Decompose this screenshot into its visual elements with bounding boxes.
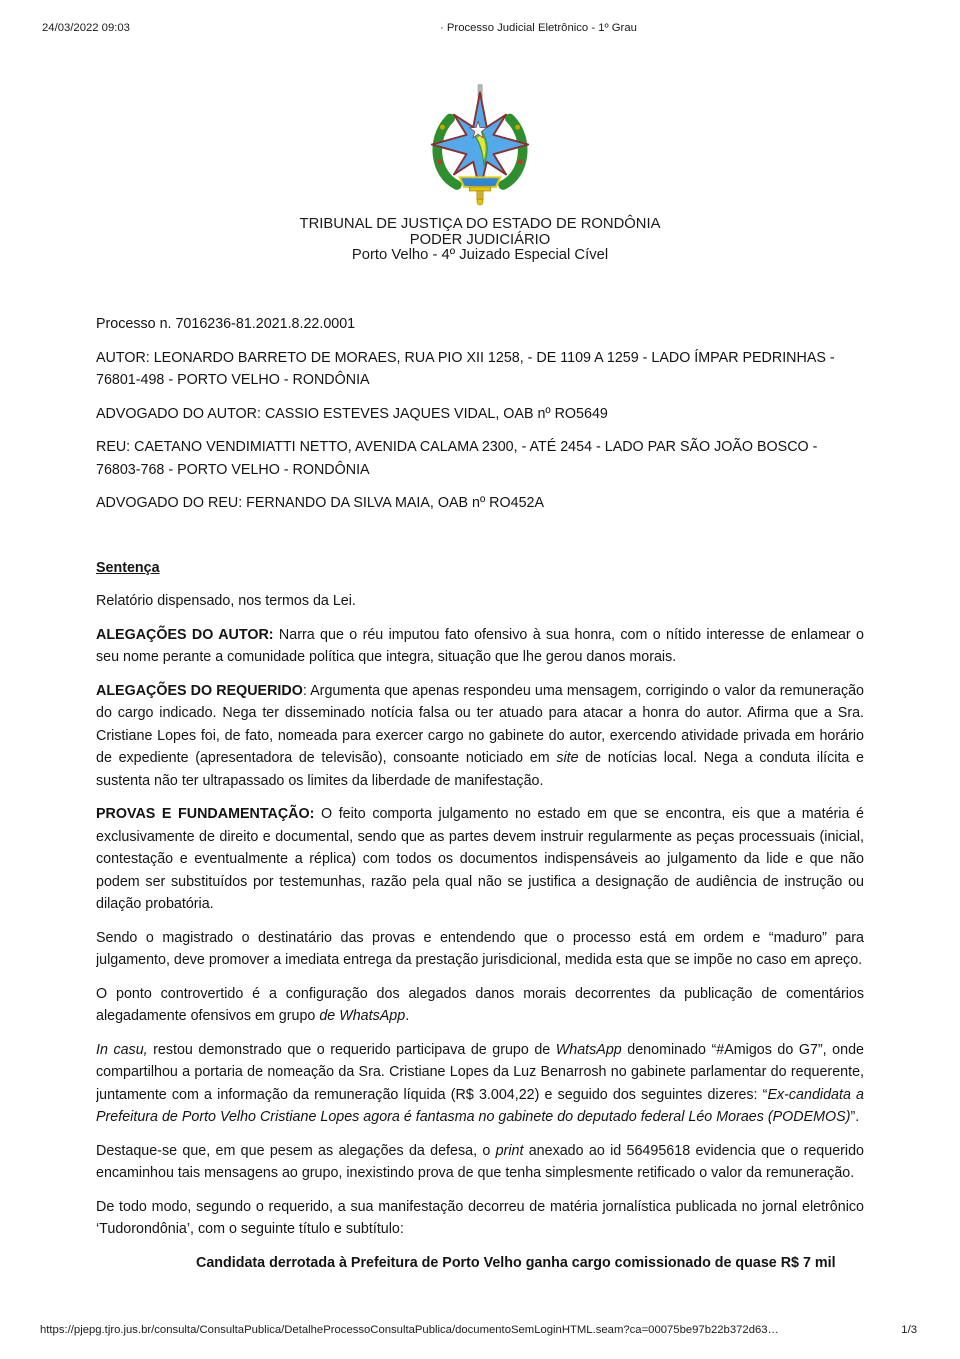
news-headline-clipped: Candidata derrotada à Prefeitura de Porto Velho ganha cargo comissionado de quase R$ 7 mil: [196, 1254, 836, 1271]
party-autor: AUTOR: LEONARDO BARRETO DE MORAES, RUA PIO XII 1258, - DE 1109 A 1259 - LADO ÍMPAR PEDRINHAS - 76801-498 - PORTO VELHO - RONDÔNIA: [96, 349, 835, 388]
print-page-title: · Processo Judicial Eletrônico - 1º Grau: [440, 22, 637, 34]
alegacoes-do-autor: ALEGAÇÕES DO AUTOR: Narra que o réu imputou fato ofensivo à sua honra, com o nítido interesse de enlamear o seu nome perante a comunidade política que integra, situação que lhe gerou danos morais.: [96, 626, 864, 665]
advogado-reu: ADVOGADO DO REU: FERNANDO DA SILVA MAIA, OAB nº RO452A: [96, 495, 545, 511]
advogado-autor: ADVOGADO DO AUTOR: CASSIO ESTEVES JAQUES VIDAL, OAB nº RO5649: [96, 405, 608, 422]
footer-page-indicator: 1/3: [901, 1324, 917, 1336]
court-unit: Porto Velho - 4º Juizado Especial Cível: [351, 247, 609, 263]
court-name: TRIBUNAL DE JUSTIÇA DO ESTADO DE RONDÔNIA: [299, 216, 661, 232]
court-letterhead: [0, 217, 960, 264]
print-datetime: 24/03/2022 09:03: [42, 22, 130, 34]
relatorio: Relatório dispensado, nos termos da Lei.: [96, 593, 356, 609]
in-casu: In casu, restou demonstrado que o requerido participava de grupo de WhatsApp denominado “#Amigos do G7”, onde compartilhou a portaria de nomeação da Sra. Cristiane Lopes da Luz Benarrosh no gabinete parlamentar do requerente, juntamente com a informação da remuneração líquida (R$ 3.004,22) e seguido dos seguintes dizeres: “Ex-candidata a Prefeitura de Porto Velho Cristiane Lopes agora é fantasma no gabinete do deputado federal Léo Moraes (PODEMOS)”.: [96, 1041, 864, 1125]
processo-number: Processo n. 7016236-81.2021.8.22.0001: [96, 316, 356, 332]
court-branch: PODER JUDICIÁRIO: [409, 231, 551, 248]
rondonia-coat-of-arms-logo: [427, 84, 533, 206]
footer-url: https://pjepg.tjro.jus.br/consulta/ConsultaPublica/DetalheProcessoConsultaPublica/documentoSemLoginHTML.seam?ca=00075be97b22b372d63…: [40, 1324, 779, 1336]
provas-e-fundamentacao: PROVAS E FUNDAMENTAÇÃO: O feito comporta julgamento no estado em que se encontra, eis que a matéria é exclusivamente de direito e documental, sendo que as partes devem instruir regularmente as peças processuais (inicial, contestação e eventualmente a réplica) com todos os documentos indispensáveis ao julgamento da lide e que não podem ser substituídos por testemunhas, razão pela qual não se justifica a designação de audiência de instrução ou dilação probatória.: [96, 806, 864, 912]
party-reu: REU: CAETANO VENDIMIATTI NETTO, AVENIDA CALAMA 2300, - ATÉ 2454 - LADO PAR SÃO JOÃO BOSCO - 76803-768 - PORTO VELHO - RONDÔNIA: [96, 439, 818, 478]
rondonia-coat-of-arms-icon: [427, 84, 533, 206]
alegacoes-do-requerido: ALEGAÇÕES DO REQUERIDO: Argumenta que apenas respondeu uma mensagem, corrigindo o valor da remuneração do cargo indicado. Nega ter disseminado notícia falsa ou ter atuado para atacar a honra do autor. Afirma que a Sra. Cristiane Lopes foi, de fato, nomeada para exercer cargo no gabinete do autor, exercendo atividade privada em horário de expediente (apresentadora de televisão), consoante noticiado em site de notícias local. Nega a conduta ilícita e sustenta não ter ultrapassado os limites da liberdade de manifestação.: [96, 682, 864, 789]
destaque-se: Destaque-se que, em que pesem as alegações da defesa, o print anexado ao id 56495618 evidencia que o requerido encaminhou tais mensagens ao grupo, inexistindo prova de que tenha simplesmente retificado o valor da remuneração.: [96, 1142, 864, 1181]
sendo-o-magistrado: Sendo o magistrado o destinatário das provas e entendendo que o processo está em ordem e “maduro” para julgamento, deve promover a imediata entrega da prestação jurisdicional, medida esta que se impõe no caso em apreço.: [96, 929, 864, 968]
de-todo-modo: De todo modo, segundo o requerido, a sua manifestação decorreu de matéria jornalística publicada no jornal eletrônico ‘Tudorondônia’, com o seguinte título e subtítulo:: [96, 1198, 864, 1237]
ponto-controvertido: O ponto controvertido é a configuração dos alegados danos morais decorrentes da publicação de comentários alegadamente ofensivos em grupo de WhatsApp.: [96, 985, 864, 1024]
sentenca-heading: Sentença: [96, 559, 160, 576]
print-footer: [0, 1324, 960, 1340]
document-body: [96, 313, 864, 1308]
print-header: [0, 22, 960, 38]
